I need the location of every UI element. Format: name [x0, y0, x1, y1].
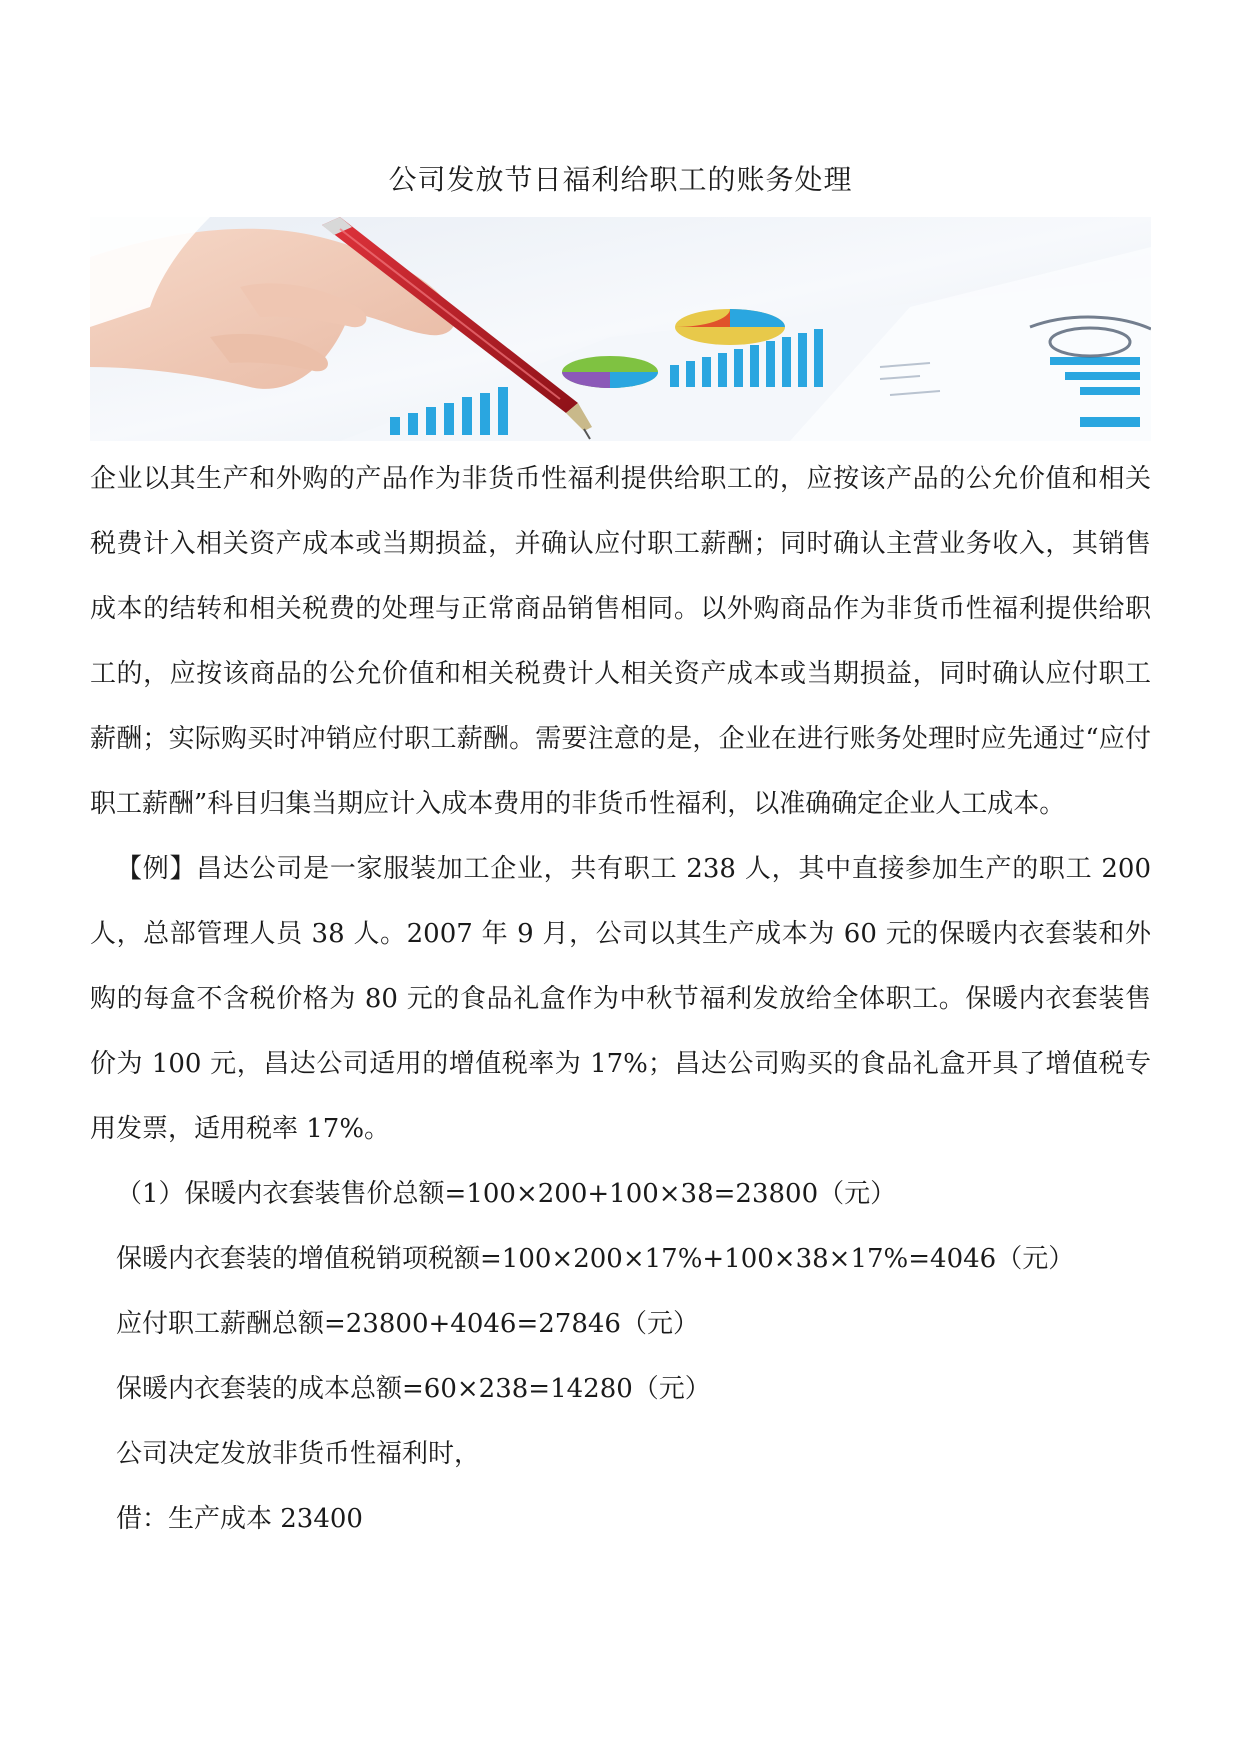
document-body: [90, 447, 1151, 1552]
hand-pen-chart-photo-icon: [90, 217, 1151, 441]
calc-line-3: 应付职工薪酬总额=23800+4046=27846（元）: [116, 1309, 699, 1339]
banner-image: [90, 217, 1151, 441]
document-title: 公司发放节日福利给职工的账务处理: [388, 163, 853, 196]
paragraph-intro: 企业以其生产和外购的产品作为非货币性福利提供给职工的，应按该产品的公允价值和相关税费计入相关资产成本或当期损益，并确认应付职工薪酬；同时确认主营业务收入，其销售成本的结转和相关税费的处理与正常商品销售相同。以外购商品作为非货币性福利提供给职工的，应按该商品的公允价值和相关税费计人相关资产成本或当期损益，同时确认应付职工薪酬；实际购买时冲销应付职工薪酬。需要注意的是，企业在进行账务处理时应先通过“应付职工薪酬”科目归集当期应计入成本费用的非货币性福利，以准确确定企业人工成本。: [90, 464, 1151, 819]
calc-line-4: 保暖内衣套装的成本总额=60×238=14280（元）: [116, 1374, 711, 1404]
calc-line-6: 借：生产成本 23400: [116, 1504, 363, 1534]
calc-line-1: （1）保暖内衣套装售价总额=100×200+100×38=23800（元）: [116, 1179, 897, 1209]
calc-line-5: 公司决定发放非货币性福利时，: [116, 1439, 481, 1469]
calc-line-2: 保暖内衣套装的增值税销项税额=100×200×17%+100×38×17%=4046（元）: [116, 1244, 1075, 1274]
paragraph-example: 【例】昌达公司是一家服装加工企业，共有职工 238 人，其中直接参加生产的职工 200 人，总部管理人员 38 人。2007 年 9 月，公司以其生产成本为 60 元的保暖内衣套装和外购的每盒不含税价格为 80 元的食品礼盒作为中秋节福利发放给全体职工。保暖内衣套装售价为 100 元，昌达公司适用的增值税率为 17%；昌达公司购买的食品礼盒开具了增值税专用发票，适用税率 17%。: [90, 854, 1152, 1144]
